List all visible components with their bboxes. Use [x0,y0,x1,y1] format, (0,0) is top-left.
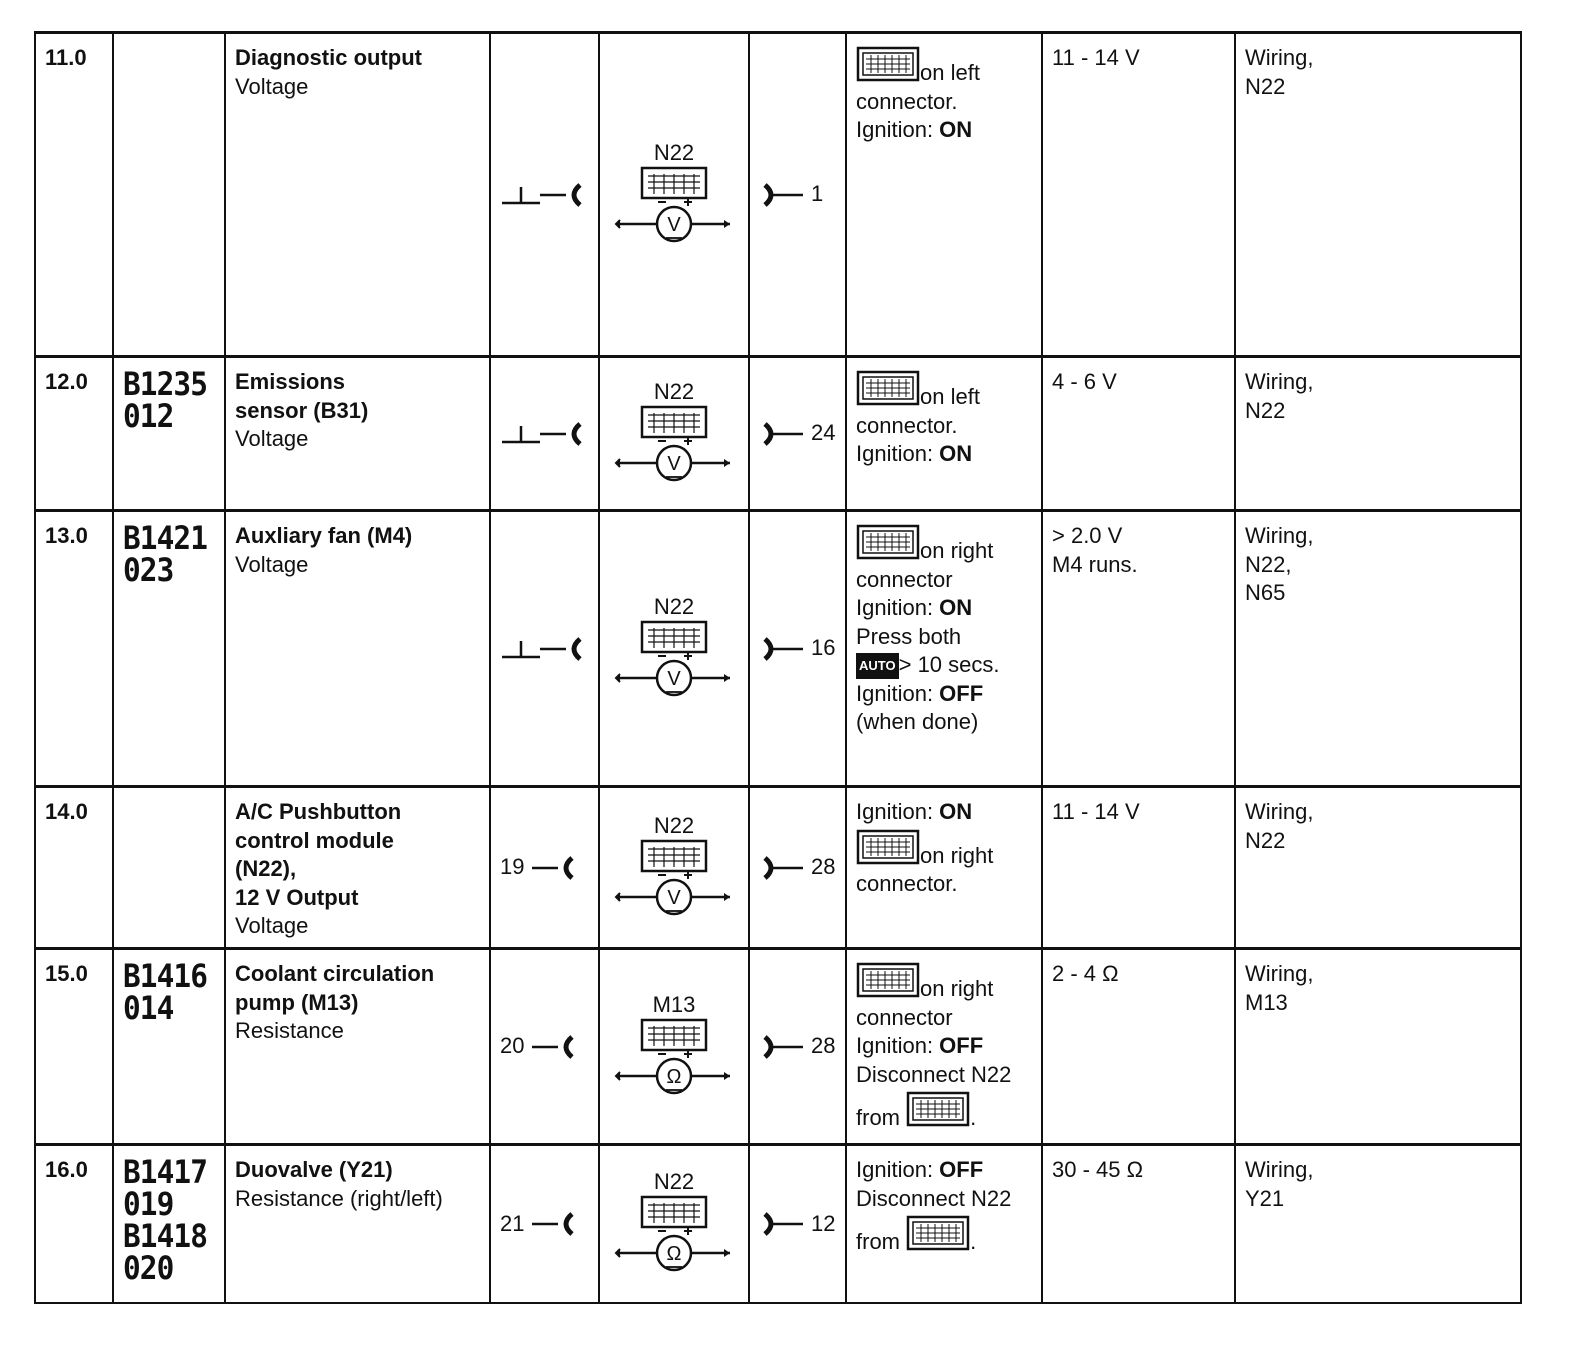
condition-text: on right [920,538,994,563]
conditions-cell [846,33,1042,357]
condition-state: ON [939,117,973,142]
remedy-text: Y21 [1245,1185,1285,1211]
meter-diagram [609,812,739,921]
condition-state: ON [939,799,973,824]
condition-text: on right [920,976,994,1001]
connector-icon [856,522,920,562]
conditions-cell [846,949,1042,1145]
spec-cell: 2 - 4 Ω [1042,949,1235,1145]
plug-icon [759,635,805,663]
condition-text: connector. [856,871,958,896]
step-number: 16.0 [35,1145,113,1303]
pin-b-cell [749,511,846,787]
remedy-text: Wiring, [1245,523,1314,548]
table-row [35,511,1521,787]
pin-number: 19 [500,854,525,880]
remedy-cell [1235,1145,1521,1303]
fault-code: 020 [123,1249,174,1287]
component-name: Duovalve (Y21) [235,1157,393,1182]
pin-number: 16 [811,635,836,661]
table-row [35,787,1521,949]
ground-icon [500,181,588,209]
voltmeter-icon [614,620,734,702]
voltmeter-icon [614,405,734,487]
socket-icon [530,1033,576,1061]
fault-code: B1417 [123,1153,208,1191]
pin-number: 24 [811,420,836,446]
meter-label: N22 [653,139,695,165]
pin-connection [759,419,836,448]
remedy-text: N22, [1245,551,1292,577]
remedy-cell [1235,33,1521,357]
component-name: A/C Pushbutton [235,799,402,824]
fault-code: 014 [123,989,174,1027]
fault-code: B1235 [123,365,208,403]
spec-note: M4 runs. [1052,551,1138,577]
voltmeter-icon [614,166,734,248]
component-cell [225,33,490,357]
conditions-cell [846,357,1042,511]
step-number: 11.0 [35,33,113,357]
spec-cell: 4 - 6 V [1042,357,1235,511]
ohmmeter-icon [614,1018,734,1100]
meter-symbol: Ω [666,1242,682,1265]
remedy-cell [1235,949,1521,1145]
pin-number: 28 [811,1033,836,1059]
connector-icon [906,1089,970,1129]
condition-text: Ignition: [856,441,940,466]
auto-button-icon: AUTO [856,653,899,679]
remedy-text: Wiring, [1245,45,1314,70]
component-cell [225,357,490,511]
fault-code-cell [113,33,225,357]
ground-connection [500,635,589,663]
condition-text: connector [856,566,953,592]
pin-number: 12 [811,1210,836,1236]
component-name: sensor (B31) [235,397,369,423]
measurement-type: Voltage [235,551,309,577]
pin-b-cell [749,1145,846,1303]
condition-text: Ignition: [856,1157,940,1182]
connector-icon [856,368,920,408]
step-number: 15.0 [35,949,113,1145]
connector-icon [856,827,920,867]
pin-b-cell [749,357,846,511]
fault-code: B1416 [123,957,208,995]
pin-b-cell [749,33,846,357]
pin-connection [759,853,836,882]
meter-symbol: Ω [666,1065,682,1088]
meter-cell [599,511,749,787]
fault-code-cell [113,357,225,511]
component-cell [225,1145,490,1303]
pin-number: 20 [500,1033,525,1059]
spec-cell: 11 - 14 V [1042,787,1235,949]
connector-icon [856,44,920,84]
remedy-text: Wiring, [1245,961,1314,986]
condition-text: . [970,1229,977,1254]
component-name: Diagnostic output [235,45,422,70]
pin-connection [500,1210,589,1239]
remedy-text: N65 [1245,580,1286,605]
condition-text: Ignition: [856,799,940,824]
connector-icon [906,1213,970,1253]
socket-icon [530,854,576,882]
meter-diagram [609,378,739,487]
pin-b-cell [749,949,846,1145]
fault-code: 012 [123,397,174,435]
spec-cell: 11 - 14 V [1042,33,1235,357]
meter-cell [599,1145,749,1303]
component-name: control module [235,827,394,853]
remedy-text: N22 [1245,397,1286,423]
condition-text: on right [920,842,994,868]
component-name: Coolant circulation [235,961,435,986]
component-name: 12 V Output [235,884,359,910]
pin-a-cell [490,511,599,787]
measurement-type: Resistance (right/left) [235,1185,443,1211]
fault-code-cell [113,511,225,787]
condition-text: Disconnect N22 [856,1185,1012,1211]
fault-code: 019 [123,1185,174,1223]
plug-icon [759,181,805,209]
condition-text: connector [856,1004,953,1030]
pin-a-cell [490,1145,599,1303]
meter-label: N22 [653,593,695,619]
component-cell [225,949,490,1145]
fault-code-cell [113,787,225,949]
component-name: pump (M13) [235,989,359,1015]
fault-code: 023 [123,551,174,589]
component-name: Emissions [235,369,346,394]
measurement-type: Voltage [235,73,309,99]
meter-cell [599,949,749,1145]
meter-diagram [609,593,739,702]
condition-text: Ignition: [856,117,940,142]
pin-b-cell [749,787,846,949]
fault-code-cell [113,1145,225,1303]
remedy-cell [1235,357,1521,511]
spec-cell [1042,511,1235,787]
pin-a-cell [490,357,599,511]
plug-icon [759,1033,805,1061]
pin-connection [500,1032,589,1061]
table-row [35,357,1521,511]
meter-symbol: V [667,452,681,475]
fault-code-cell [113,949,225,1145]
fault-code: B1418 [123,1217,208,1255]
meter-cell [599,33,749,357]
pin-a-cell [490,33,599,357]
condition-text: Ignition: [856,680,940,706]
condition-text: connector. [856,412,958,438]
meter-label: N22 [653,812,695,838]
meter-symbol: V [667,667,681,690]
condition-text: connector. [856,88,958,114]
pin-connection [500,853,589,882]
pin-number: 21 [500,1210,525,1236]
plug-icon [759,1210,805,1238]
step-number: 14.0 [35,787,113,949]
table-row [35,33,1521,357]
ground-icon [500,635,588,663]
pin-a-cell [490,787,599,949]
plug-icon [759,420,805,448]
table-row [35,1145,1521,1303]
pin-connection [759,1210,836,1239]
connector-icon [856,960,920,1000]
ohmmeter-icon [614,1195,734,1277]
meter-diagram [609,991,739,1100]
meter-cell [599,357,749,511]
remedy-text: Wiring, [1245,799,1314,824]
condition-text: Press both [856,623,962,649]
meter-cell [599,787,749,949]
voltmeter-icon [614,839,734,921]
condition-text: on left [920,60,980,85]
pin-connection [759,180,836,209]
component-name: (N22), [235,856,297,881]
condition-state: OFF [939,680,984,706]
meter-label: N22 [653,1168,695,1194]
remedy-text: N22 [1245,827,1286,853]
condition-text: from [856,1229,907,1254]
condition-state: OFF [939,1033,984,1058]
plug-icon [759,854,805,882]
meter-symbol: V [667,213,681,236]
condition-text: Ignition: [856,1033,940,1058]
pin-connection [759,634,836,663]
conditions-cell [846,787,1042,949]
condition-text: on left [920,384,980,409]
spec-value: > 2.0 V [1052,523,1123,548]
condition-text: from [856,1105,907,1130]
meter-label: M13 [652,991,696,1017]
remedy-cell [1235,787,1521,949]
condition-text: (when done) [856,709,979,734]
conditions-cell [846,511,1042,787]
condition-text: . [970,1105,977,1130]
component-cell [225,787,490,949]
remedy-cell [1235,511,1521,787]
ground-connection [500,420,589,448]
condition-text: Disconnect N22 [856,1061,1012,1087]
ground-connection [500,181,589,209]
component-name: Auxliary fan (M4) [235,523,413,548]
step-number: 12.0 [35,357,113,511]
condition-text: > 10 secs. [898,652,1000,677]
meter-symbol: V [667,886,681,909]
step-number: 13.0 [35,511,113,787]
pin-connection [759,1032,836,1061]
pin-a-cell [490,949,599,1145]
meter-diagram [609,139,739,248]
fault-code: B1421 [123,519,208,557]
condition-state: ON [939,441,973,466]
pin-number: 1 [811,181,824,207]
meter-label: N22 [653,378,695,404]
measurement-type: Voltage [235,913,309,938]
socket-icon [530,1210,576,1238]
diagnostic-test-table [34,31,1522,1304]
ground-icon [500,420,588,448]
conditions-cell [846,1145,1042,1303]
component-cell [225,511,490,787]
table-row [35,949,1521,1145]
remedy-text: N22 [1245,73,1286,99]
measurement-type: Voltage [235,426,309,451]
remedy-text: Wiring, [1245,369,1314,394]
measurement-type: Resistance [235,1018,344,1043]
remedy-text: M13 [1245,989,1288,1015]
spec-cell: 30 - 45 Ω [1042,1145,1235,1303]
condition-text: Ignition: [856,595,940,620]
condition-state: ON [939,595,973,620]
pin-number: 28 [811,854,836,880]
remedy-text: Wiring, [1245,1157,1314,1182]
meter-diagram [609,1168,739,1277]
condition-state: OFF [939,1157,984,1182]
